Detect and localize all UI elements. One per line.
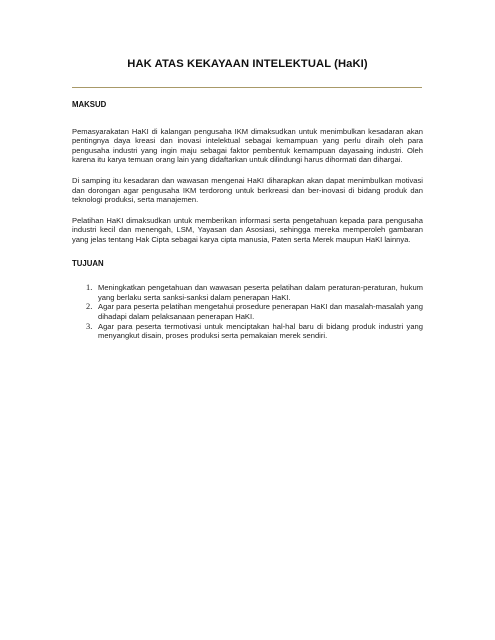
maksud-paragraph-1: Pemasyarakatan HaKI di kalangan pengusaha IKM dimaksudkan untuk menimbulkan kesadaran akan pentingnya daya kreasi dan inovasi intelektual sebagai kemampuan yang perlu diraih oleh para pengusaha industri yang ingin maju sebagai faktor pembentuk kemampuan dayasaing industri. Oleh karena itu karya temuan orang lain yang didaftarkan untuk dilindungi harus dihormati dan dihargai. [72,126,423,165]
title-divider [72,87,422,88]
document-title: HAK ATAS KEKAYAAN INTELEKTUAL (HaKI) [127,58,368,70]
list-item-number: 3. [86,321,93,331]
section-heading-maksud: MAKSUD [72,100,107,109]
list-item [72,322,423,341]
list-item-text: Agar para peserta pelatihan mengetahui prosedure penerapan HaKI dan masalah-masalah yang dihadapi dalam pelaksanaan penerapan HaKI. [98,302,423,321]
tujuan-list [72,283,423,341]
list-item-text: Agar para peserta termotivasi untuk menciptakan hal-hal baru di bidang produk industri yang menyangkut disain, proses produksi serta pemakaian merek sendiri. [98,321,423,341]
document-body [72,98,423,341]
list-item-number: 2. [86,302,93,312]
list-item-number: 1. [86,283,93,293]
list-item-text: Meningkatkan pengetahuan dan wawasan peserta pelatihan dalam peraturan-peraturan, hukum yang berlaku serta sanksi-sanksi dalam penerapan HaKI. [98,283,423,302]
section-heading-tujuan: TUJUAN [72,258,104,268]
maksud-paragraph-2: Di samping itu kesadaran dan wawasan mengenai HaKI diharapkan akan dapat menimbulkan motivasi dan dorongan agar pengusaha IKM terdorong untuk berkreasi dan ber-inovasi di bidang produk dan teknologi produksi, serta manajemen. [72,175,423,205]
list-item [72,283,423,302]
maksud-paragraph-3: Pelatihan HaKI dimaksudkan untuk memberikan informasi serta pengetahuan kepada para pengusaha industri kecil dan menengah, LSM, Yayasan dan Asosiasi, sehingga mereka memperoleh gambaran yang jelas tentang Hak Cipta sebagai karya cipta manusia, Paten serta Merek maupun HaKI lainnya. [72,215,423,244]
list-item [72,302,423,321]
